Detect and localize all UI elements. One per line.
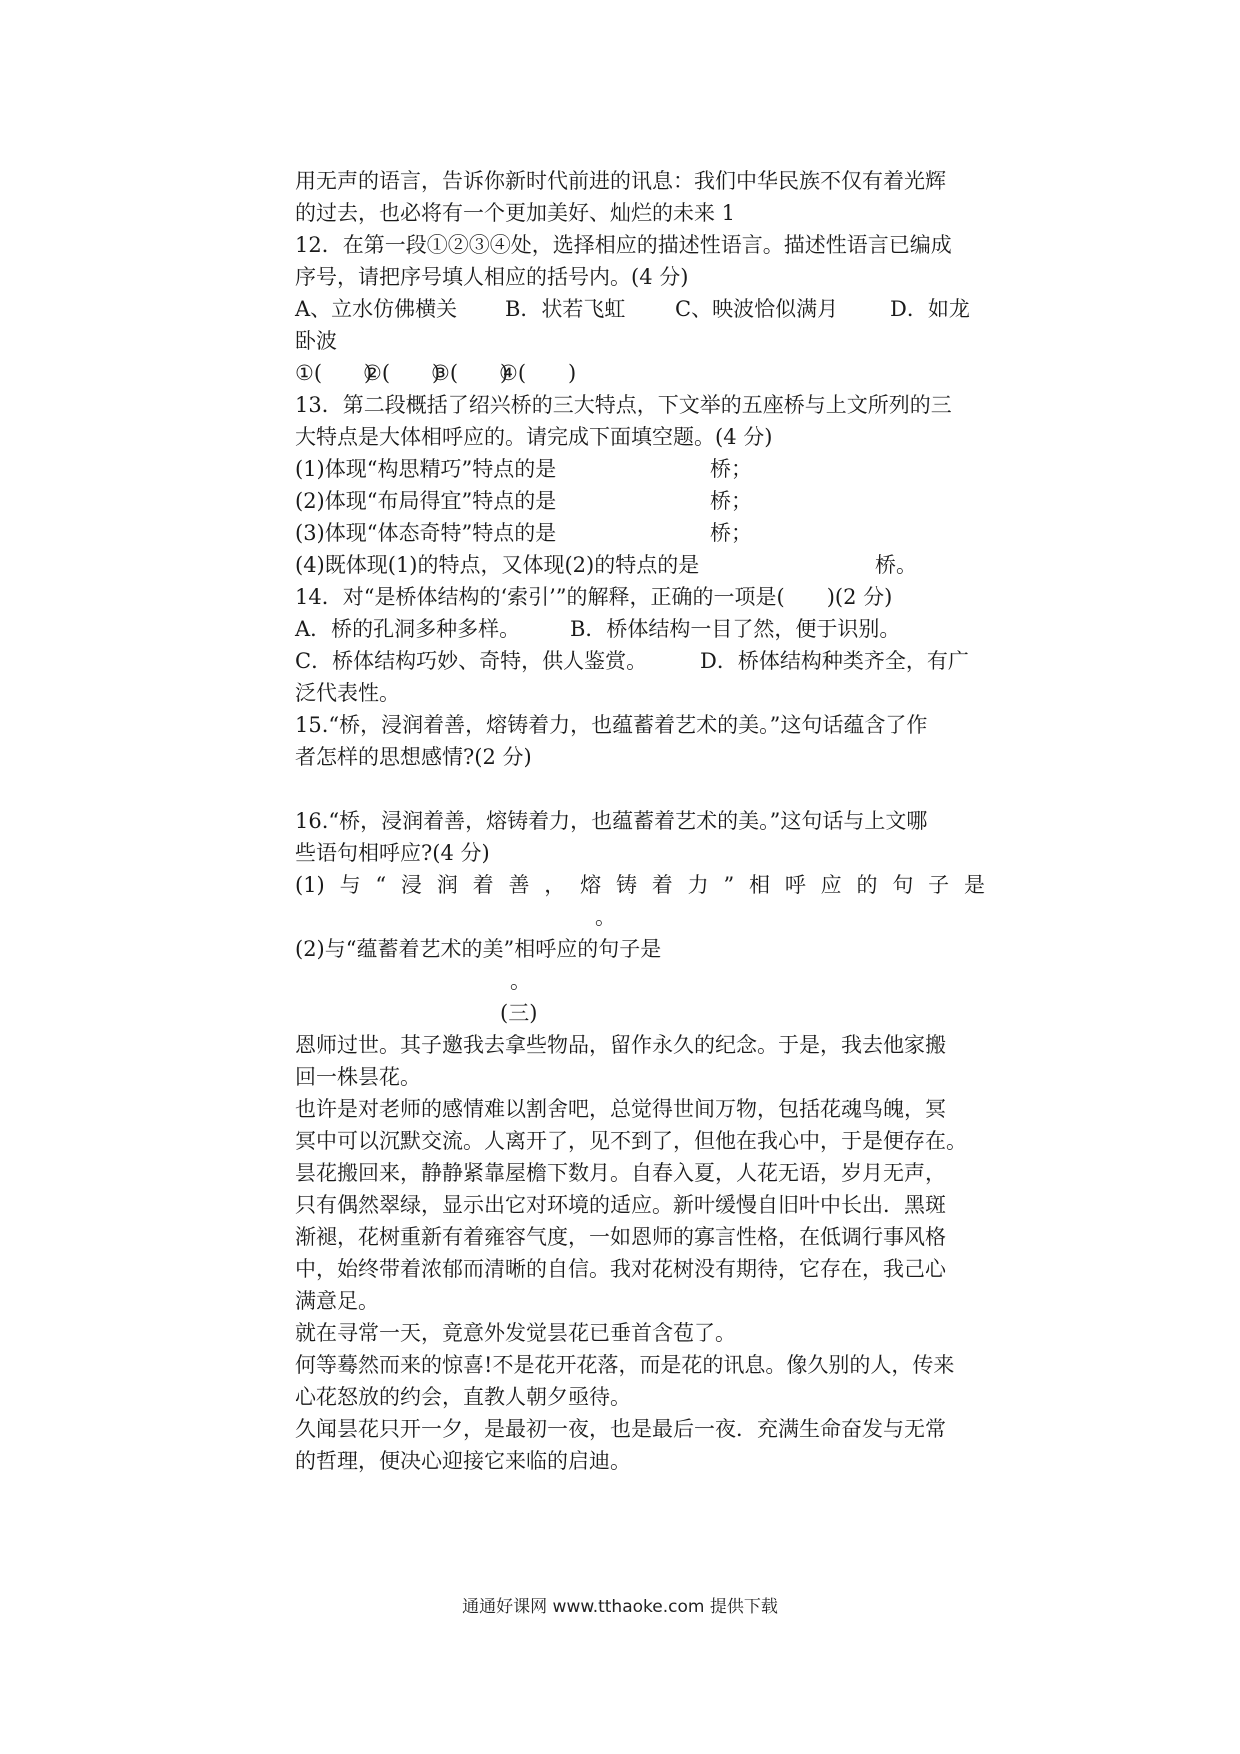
q16-item-1-char: 浸 bbox=[400, 873, 422, 897]
section-3-title: (三) bbox=[500, 1001, 538, 1025]
q12-option-d: D．如龙 bbox=[890, 297, 970, 321]
continuation-line-1: 用无声的语言，告诉你新时代前进的讯息：我们中华民族不仅有着光辉 bbox=[295, 169, 946, 193]
q13-item-2 bbox=[295, 485, 985, 517]
q13-stem-line-2: 大特点是大体相呼应的。请完成下面填空题。(4 分) bbox=[295, 425, 773, 449]
q13-item-3-text: (3)体现“体态奇特”特点的是 bbox=[295, 521, 557, 545]
q14-stem: 14．对“是桥体结构的‘索引’”的解释，正确的一项是( )(2 分) bbox=[295, 585, 893, 609]
q16-item-2-end: 。 bbox=[510, 969, 531, 993]
section-3-paragraph-line: 就在寻常一天，竟意外发觉昙花已垂首含苞了。 bbox=[295, 1321, 736, 1345]
q15-stem-line-1: 15.“桥，浸润着善，熔铸着力，也蕴蓄着艺术的美。”这句话蕴含了作 bbox=[295, 713, 928, 737]
q12-option-c: C、映波恰似满月 bbox=[675, 297, 839, 321]
q16-item-1-char: 着 bbox=[651, 873, 673, 897]
q13-item-2-text: (2)体现“布局得宜”特点的是 bbox=[295, 489, 557, 513]
section-3-paragraph-line: 的哲理，便决心迎接它来临的启迪。 bbox=[295, 1449, 631, 1473]
continuation-line-2: 的过去，也必将有一个更加美好、灿烂的未来 1 bbox=[295, 201, 736, 225]
q12-option-b: B．状若飞虹 bbox=[505, 297, 626, 321]
q14-option-c: C．桥体结构巧妙、奇特，供人鉴赏。 bbox=[295, 649, 648, 673]
q13-item-3-end: 桥； bbox=[710, 521, 752, 545]
section-3-paragraph-line: 满意足。 bbox=[295, 1289, 379, 1313]
section-3-paragraph-line: 渐褪，花树重新有着雍容气度，一如恩师的寡言性格，在低调行事风格 bbox=[295, 1225, 946, 1249]
q12-stem-line-2: 序号，请把序号填人相应的括号内。(4 分) bbox=[295, 265, 689, 289]
q16-item-1-char: “ bbox=[375, 873, 387, 897]
q16-item-1-char: 相 bbox=[749, 873, 771, 897]
q12-blank-4: ④( ) bbox=[499, 361, 577, 385]
q14-options-ab bbox=[295, 613, 985, 645]
exam-page bbox=[295, 165, 985, 1477]
section-3-paragraph-line: 何等蓦然而来的惊喜!不是花开花落，而是花的讯息。像久别的人，传来 bbox=[295, 1353, 955, 1377]
section-3-body bbox=[295, 1029, 985, 1477]
section-3-paragraph-line: 昙花搬回来，静静紧靠屋檐下数月。自春入夏，人花无语，岁月无声， bbox=[295, 1161, 946, 1185]
q16-item-1-char: ” bbox=[723, 873, 735, 897]
q14-option-d: D．桥体结构种类齐全，有广 bbox=[700, 649, 969, 673]
section-3-paragraph-line: 只有偶然翠绿，显示出它对环境的适应。新叶缓慢自旧叶中长出．黑斑 bbox=[295, 1193, 946, 1217]
q13-item-1-end: 桥； bbox=[710, 457, 752, 481]
q13-item-1 bbox=[295, 453, 985, 485]
section-3-paragraph-line: 久闻昙花只开一夕，是最初一夜，也是最后一夜．充满生命奋发与无常 bbox=[295, 1417, 946, 1441]
q16-item-1-char: 子 bbox=[928, 873, 950, 897]
q12-option-d-continued: 卧波 bbox=[295, 329, 337, 353]
q14-options-cd bbox=[295, 645, 985, 677]
section-3-paragraph-line: 心花怒放的约会，直教人朝夕亟待。 bbox=[295, 1385, 631, 1409]
q16-stem-line-2: 些语句相呼应?(4 分) bbox=[295, 841, 490, 865]
footer-source: 通通好课网 www.tthaoke.com 提供下载 bbox=[462, 1597, 778, 1617]
q13-item-4 bbox=[295, 549, 985, 581]
q12-blank-3: ③( ) bbox=[431, 361, 509, 385]
q16-item-1-char: ， bbox=[544, 873, 566, 897]
q14-option-d-continued: 泛代表性。 bbox=[295, 681, 400, 705]
q16-item-1-char: 善 bbox=[508, 873, 530, 897]
q16-item-1-char: 应 bbox=[820, 873, 842, 897]
q15-answer-space bbox=[295, 773, 985, 805]
q13-stem-line-1: 13．第二段概括了绍兴桥的三大特点，下文举的五座桥与上文所列的三 bbox=[295, 393, 952, 417]
section-3-paragraph-line: 恩师过世。其子邀我去拿些物品，留作永久的纪念。于是，我去他家搬 bbox=[295, 1033, 946, 1057]
q12-option-a: A、立水仿佛横关 bbox=[295, 297, 458, 321]
q16-item-1-end: 。 bbox=[595, 905, 616, 929]
q16-item-1-char: (1) bbox=[295, 873, 325, 897]
q13-item-3 bbox=[295, 517, 985, 549]
section-3-paragraph-line: 中，始终带着浓郁而清晰的自信。我对花树没有期待，它存在，我己心 bbox=[295, 1257, 946, 1281]
q15-stem-line-2: 者怎样的思想感情?(2 分) bbox=[295, 745, 532, 769]
q16-item-1-char: 句 bbox=[892, 873, 914, 897]
q12-stem-line-1: 12．在第一段①②③④处，选择相应的描述性语言。描述性语言已编成 bbox=[295, 233, 952, 257]
q16-item-2: (2)与“蕴蓄着艺术的美”相呼应的句子是 bbox=[295, 937, 662, 961]
section-3-paragraph-line: 冥中可以沉默交流。人离开了，见不到了，但他在我心中，于是便存在。 bbox=[295, 1129, 967, 1153]
q16-item-1-char: 是 bbox=[963, 873, 985, 897]
section-3-paragraph-line: 回一株昙花。 bbox=[295, 1065, 421, 1089]
q12-options bbox=[295, 293, 985, 325]
q13-item-4-end: 桥。 bbox=[875, 553, 917, 577]
q16-item-1-char: 熔 bbox=[580, 873, 602, 897]
q16-item-1-char: 呼 bbox=[784, 873, 806, 897]
q16-stem-line-1: 16.“桥，浸润着善，熔铸着力，也蕴蓄着艺术的美。”这句话与上文哪 bbox=[295, 809, 928, 833]
q12-blank-2: ②( ) bbox=[363, 361, 441, 385]
q14-option-b: B．桥体结构一目了然，便于识别。 bbox=[570, 617, 901, 641]
q16-item-1 bbox=[295, 869, 985, 901]
q16-item-1-char: 润 bbox=[436, 873, 458, 897]
q16-item-1-char: 与 bbox=[339, 873, 361, 897]
q14-option-a: A．桥的孔洞多种多样。 bbox=[295, 617, 521, 641]
q16-item-1-char: 着 bbox=[472, 873, 494, 897]
q13-item-1-text: (1)体现“构思精巧”特点的是 bbox=[295, 457, 557, 481]
q16-item-1-char: 的 bbox=[856, 873, 878, 897]
section-3-paragraph-line: 也许是对老师的感情难以割舍吧，总觉得世间万物，包括花魂鸟魄，冥 bbox=[295, 1097, 946, 1121]
q12-blank-1: ①( ) bbox=[295, 361, 373, 385]
q16-item-1-char: 铸 bbox=[615, 873, 637, 897]
q13-item-2-end: 桥； bbox=[710, 489, 752, 513]
q12-answer-blanks bbox=[295, 357, 985, 389]
q16-item-1-char: 力 bbox=[687, 873, 709, 897]
q13-item-4-text: (4)既体现(1)的特点，又体现(2)的特点的是 bbox=[295, 553, 700, 577]
